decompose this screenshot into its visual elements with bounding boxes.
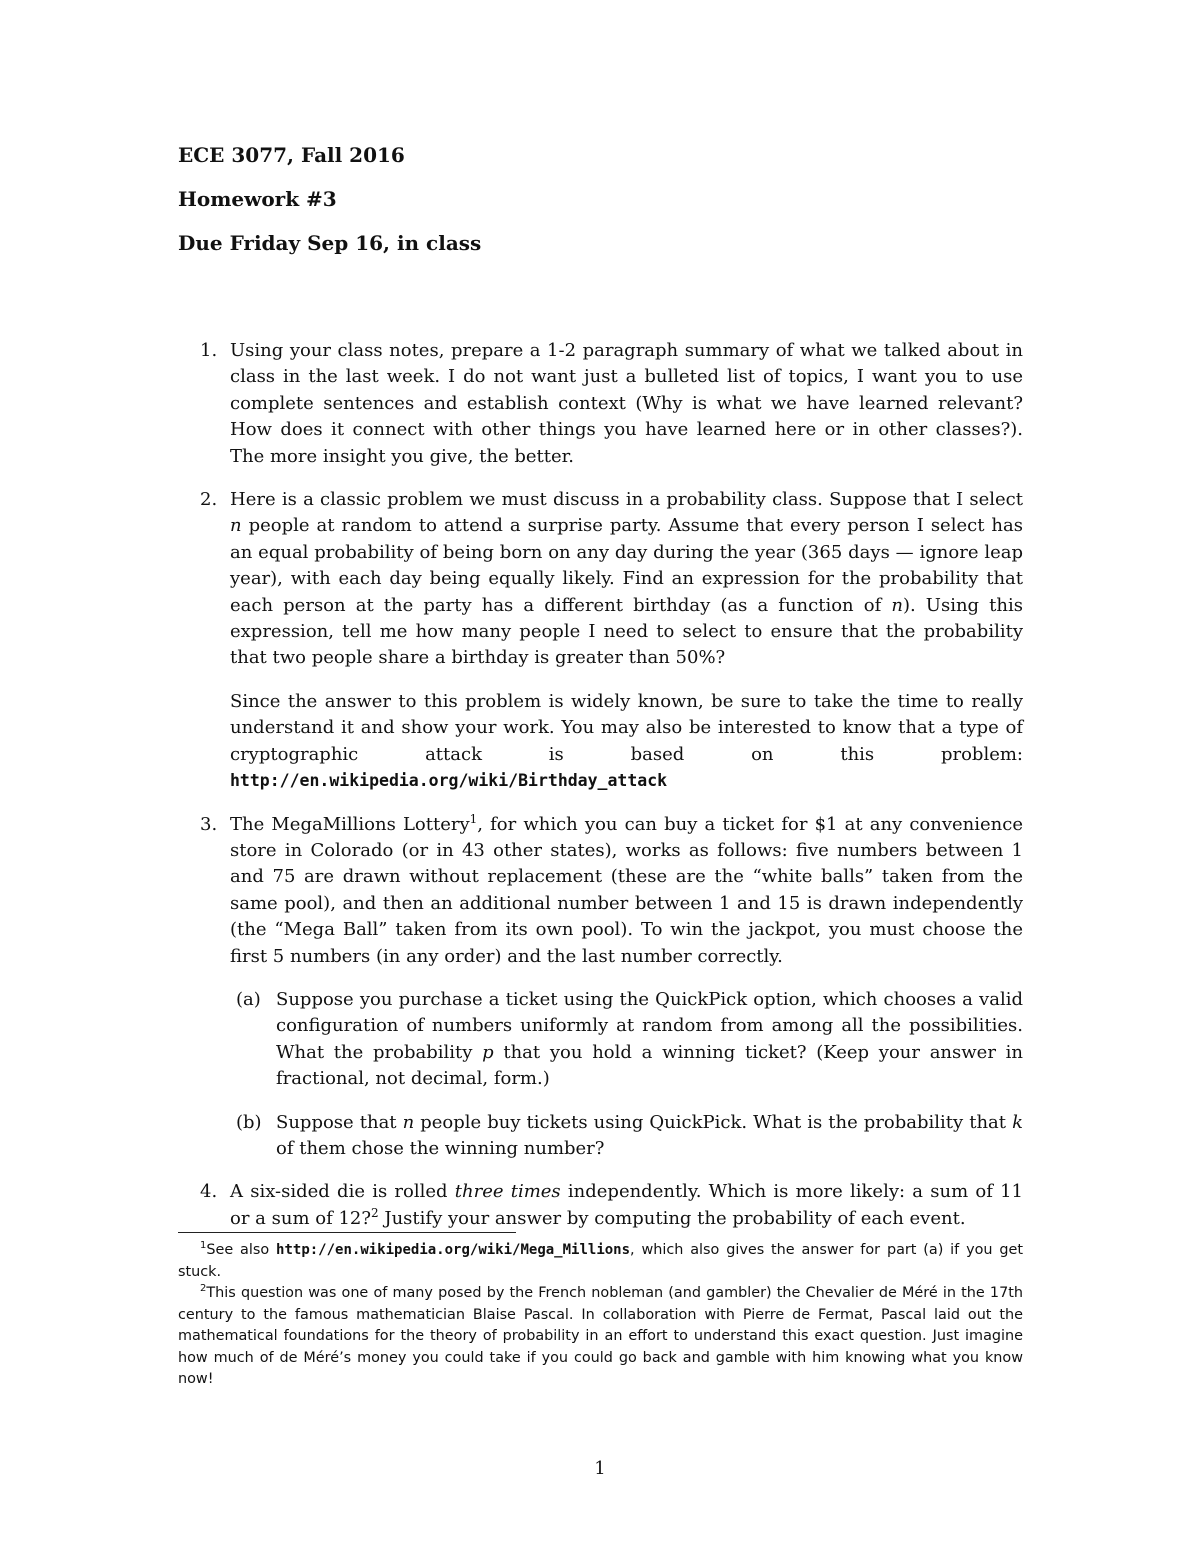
- variable-p: p: [482, 1041, 494, 1063]
- problem-3a: [230, 987, 1023, 1093]
- birthday-attack-link[interactable]: http://en.wikipedia.org/wiki/Birthday_attack: [230, 771, 668, 791]
- text-run: Suppose that: [276, 1111, 403, 1133]
- problem-2-paragraph-2: [230, 689, 1023, 795]
- due-date: Due Friday Sep 16, in class: [178, 231, 482, 255]
- problem-number: 4.: [200, 1181, 218, 1203]
- text-run: ). Using this expression, tell me how many people I need to select to ensure that the probability that two people share a birthday is greater than 50%?: [230, 594, 1024, 669]
- text-run: , for which you can buy a ticket for $1 at any convenience store in Colorado (or in 43 other states), works as follows: five numbers between 1 and 75 are drawn without replacement (these are the “white balls” taken from the same pool), and then an additional number between 1 and 15 is drawn independently (the “Mega Ball” taken from its own pool). To win the jackpot, you must choose the first 5 numbers (in any order) and the last number correctly.: [230, 813, 1023, 967]
- subproblem-label: (b): [236, 1111, 262, 1133]
- problem-number: 2.: [200, 489, 218, 511]
- problem-2: [178, 487, 1023, 794]
- subproblem-label: (a): [236, 988, 261, 1010]
- emphasis: three times: [454, 1181, 561, 1203]
- course-title: ECE 3077, Fall 2016: [178, 143, 405, 167]
- text-run: See also: [206, 1242, 277, 1258]
- text-run: Justify your answer by computing the probability of each event.: [378, 1207, 966, 1229]
- text-run: This question was one of many posed by the French nobleman (and gambler) the Chevalier de Méré in the 17th century to the famous mathematician Blaise Pascal. In collaboration with Pierre de Fermat, Pascal laid out the mathematical foundations for the theory of probability in an effort to understand this exact question. Just imagine how much of de Méré’s money you could take if you could go back and gamble with him knowing what you know now!: [178, 1285, 1023, 1387]
- footnote-marker[interactable]: 1: [469, 811, 478, 826]
- problem-number: 1.: [200, 340, 218, 361]
- problem-2-paragraph-1: [230, 487, 1023, 672]
- homework-title: Homework #3: [178, 187, 337, 211]
- mega-millions-link[interactable]: http://en.wikipedia.org/wiki/Mega_Millions: [276, 1242, 631, 1258]
- footnotes: [178, 1240, 1023, 1391]
- problem-1: [178, 338, 1023, 470]
- problem-number: 3.: [200, 813, 218, 835]
- text-run: The MegaMillions Lottery: [230, 813, 470, 835]
- variable-k: k: [1012, 1111, 1023, 1133]
- footnote-2: [178, 1283, 1023, 1391]
- problem-4: [178, 1179, 1023, 1232]
- text-run: of them chose the winning number?: [276, 1137, 605, 1159]
- problem-list: [178, 338, 1023, 1249]
- text-run: Here is a classic problem we must discuss in a probability class. Suppose that I select: [230, 489, 1023, 511]
- variable-n: n: [891, 594, 903, 616]
- page-number: 1: [594, 1458, 606, 1479]
- footnote-divider: [178, 1232, 516, 1233]
- variable-n: n: [230, 515, 242, 537]
- problem-3-text: [230, 812, 1023, 970]
- text-run: Since the answer to this problem is widely known, be sure to take the time to really understand it and show your work. You may also be interested to know that a type of cryptographic attack is based on this problem:: [230, 690, 1023, 765]
- footnote-marker[interactable]: 2: [371, 1205, 379, 1220]
- problem-4-text: [230, 1179, 1023, 1232]
- text-run: that you hold a winning ticket? (Keep your answer in fractional, not decimal, form.): [276, 1041, 1023, 1090]
- problem-3b: [230, 1110, 1023, 1163]
- text-run: A six-sided die is rolled: [230, 1181, 455, 1203]
- variable-n: n: [402, 1111, 415, 1133]
- footnote-1: [178, 1240, 1023, 1283]
- footnote-number: 2: [200, 1283, 207, 1294]
- problem-3: [178, 812, 1023, 1163]
- text-run: people at random to attend a surprise party. Assume that every person I select has an equal probability of being born on any day during the year (365 days — ignore leap year), with each day being equally likely. Find an expression for the probability that each person at the party has a different birthday (as a function of: [230, 515, 1023, 616]
- footnote-number: 1: [200, 1240, 207, 1251]
- text-run: people buy tickets using QuickPick. What is the probability that: [414, 1111, 1013, 1133]
- problem-1-text: Using your class notes, prepare a 1-2 paragraph summary of what we talked about in class in the last week. I do not want just a bulleted list of topics, I want you to use complete sentences and establish context (Why is what we have learned relevant? How does it connect with other things you have learned here or in other classes?). The more insight you give, the better.: [230, 340, 1023, 467]
- text-run: Suppose you purchase a ticket using the QuickPick option, which chooses a valid configuration of numbers uniformly at random from among all the possibilities. What the probability: [276, 988, 1023, 1063]
- text-run: , which also gives the answer for part (a) if you get stuck.: [178, 1242, 1024, 1280]
- text-run: independently. Which is more likely: a sum of 11 or a sum of 12?: [230, 1181, 1023, 1229]
